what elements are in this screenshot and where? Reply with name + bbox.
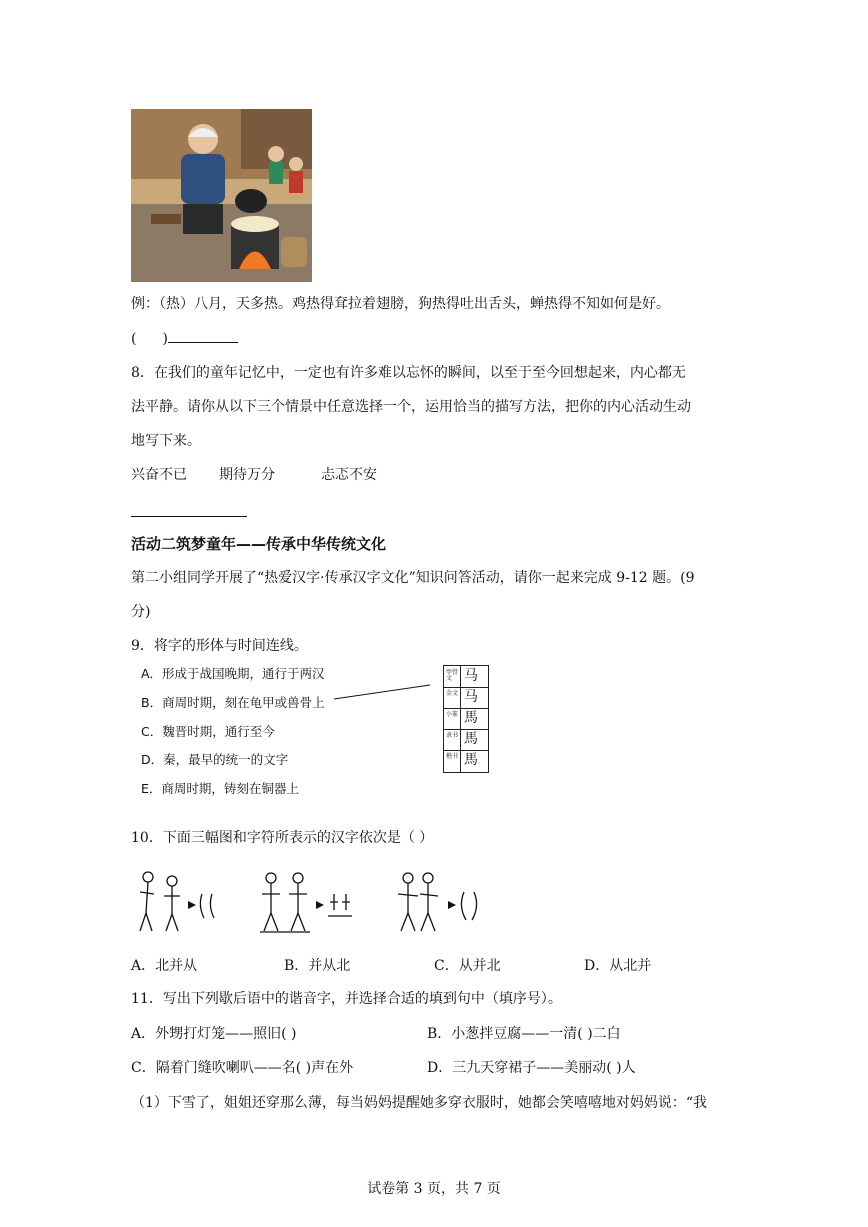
- q11-item-c[interactable]: C．隔着门缝吹喇叭——名( )声在外: [131, 1060, 354, 1076]
- q7-answer-blank[interactable]: [131, 328, 238, 349]
- popcorn-vendor-illustration: [131, 109, 312, 282]
- q7-blank-open: (: [131, 331, 137, 347]
- q11-item-d[interactable]: D．三九天穿裙子——美丽动( )人: [427, 1060, 636, 1076]
- script-glyph: 馬: [464, 731, 478, 747]
- q7-blank-close: ): [162, 331, 168, 347]
- q11-stem: 11．写出下列歇后语中的谐音字，并选择合适的填到句中（填序号）。: [131, 991, 562, 1007]
- q9-stem: 9．将字的形体与时间连线。: [131, 638, 308, 654]
- script-glyph: 馬: [464, 752, 478, 768]
- page-footer: 试卷第 3 页，共 7 页: [367, 1181, 501, 1197]
- q9-option-b[interactable]: B．商周时期，刻在龟甲或兽骨上: [141, 695, 325, 710]
- q9-option-d[interactable]: D．秦，最早的统一的文字: [141, 752, 289, 767]
- script-label: 楷书: [446, 753, 459, 760]
- q8-choice-1: 兴奋不已: [131, 467, 187, 483]
- script-row[interactable]: [444, 750, 488, 771]
- script-glyph: 马: [464, 668, 478, 684]
- section-intro-2: 分): [131, 604, 151, 620]
- q9-script-table: [443, 665, 489, 773]
- script-row[interactable]: [444, 708, 488, 730]
- q8-choice-2: 期待万分: [219, 467, 275, 483]
- q8-line-2: 法平静。请你从以下三个情景中任意选择一个，运用恰当的描写方法，把你的内心活动生动: [131, 399, 691, 415]
- q10-option-d[interactable]: D．从北并: [584, 958, 652, 974]
- q9-option-e[interactable]: E．商周时期，铸刻在铜器上: [141, 781, 299, 796]
- script-row[interactable]: [444, 729, 488, 751]
- script-glyph: 马: [464, 689, 478, 705]
- script-label: 金文: [446, 690, 459, 697]
- q8-choice-3: 忐忑不安: [321, 467, 377, 483]
- q11-item-a[interactable]: A．外甥打灯笼——照旧( ): [131, 1026, 297, 1042]
- script-glyph: 馬: [464, 710, 478, 726]
- q11-sub-1: （1）下雪了，姐姐还穿那么薄，每当妈妈提醒她多穿衣服时，她都会笑嘻嘻地对妈妈说：“我: [131, 1095, 708, 1111]
- q10-option-b[interactable]: B．并从北: [284, 958, 351, 974]
- script-row[interactable]: [444, 666, 488, 688]
- script-row[interactable]: [444, 687, 488, 709]
- script-label: 小篆: [446, 711, 459, 718]
- q7-example: 例：（热）八月，天多热。鸡热得耷拉着翅膀，狗热得吐出舌头，蝉热得不知如何是好。: [131, 296, 670, 312]
- q10-figures: [136, 868, 486, 938]
- q10-option-a[interactable]: A．北并从: [131, 958, 198, 974]
- script-label: 隶书: [446, 732, 459, 739]
- q9-option-a[interactable]: A．形成于战国晚期，通行于两汉: [141, 666, 325, 681]
- script-label: 甲骨文: [446, 669, 459, 682]
- q8-line-1: 8．在我们的童年记忆中，一定也有许多难以忘怀的瞬间，以至于至今回想起来，内心都无: [131, 365, 686, 381]
- q8-line-3: 地写下来。: [131, 433, 201, 449]
- section-title: 活动二筑梦童年——传承中华传统文化: [131, 535, 387, 553]
- q10-stem: 10．下面三幅图和字符所表示的汉字依次是（ ）: [131, 830, 434, 846]
- q10-option-c[interactable]: C．从并北: [434, 958, 501, 974]
- q11-item-b[interactable]: B．小葱拌豆腐——一清( )二白: [427, 1026, 621, 1042]
- section-intro-1: 第二小组同学开展了“热爱汉字·传承汉字文化”知识问答活动，请你一起来完成 9-12 题。(9: [131, 570, 695, 586]
- q9-connecting-line: [330, 680, 435, 702]
- q8-answer-line[interactable]: [131, 516, 247, 517]
- q9-option-c[interactable]: C．魏晋时期，通行至今: [141, 724, 275, 739]
